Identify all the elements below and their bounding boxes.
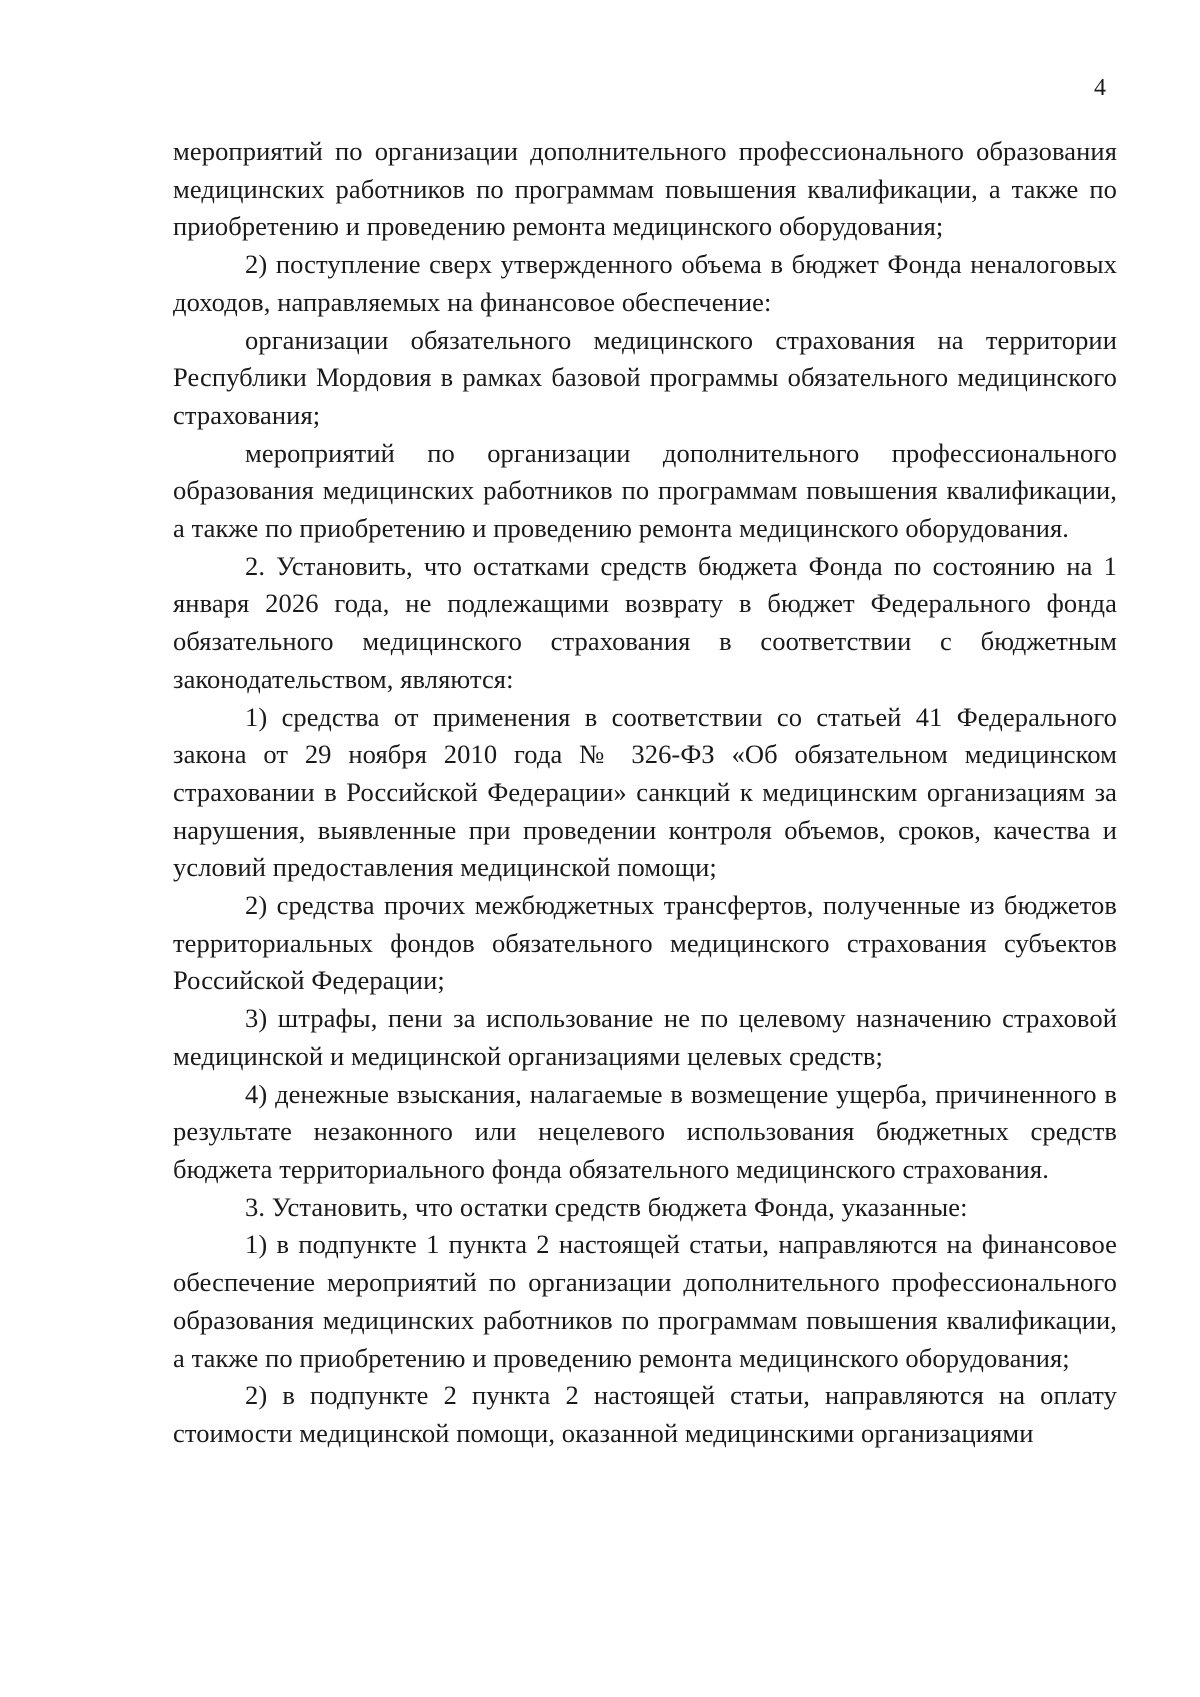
paragraph-section-2-item-1: 1) средства от применения в соответствии со статьей 41 Федерального закона от 29 ноября 2010 года № 326-ФЗ «Об обязательном медицинском страховании в Российской Федерации» санкций к медицинским организациям за нарушения, выявленные при проведении контроля объемов, сроков, качества и условий предоставления медицинской помощи; [173,701,1117,883]
paragraph-section-3: 3. Установить, что остатки средств бюджета Фонда, указанные: [245,1191,968,1222]
document-body [173,133,1117,1453]
paragraph-section-3-item-2: 2) в подпункте 2 пункта 2 настоящей статьи, направляются на оплату стоимости медицинской помощи, оказанной медицинскими организациями [173,1380,1117,1448]
paragraph-section-2-item-4: 4) денежные взыскания, налагаемые в возмещение ущерба, причиненного в результате незаконного или нецелевого использования бюджетных средств бюджета территориального фонда обязательного медицинского страхования. [173,1078,1117,1184]
paragraph-professional-education: мероприятий по организации дополнительного профессионального образования медицинских работников по программам повышения квалификации, а также по приобретению и проведению ремонта медицинского оборудования. [173,437,1117,544]
paragraph-item-2-non-tax-income: 2) поступление сверх утвержденного объема в бюджет Фонда неналоговых доходов, направляемых на финансовое обеспечение: [173,249,1117,317]
paragraph-section-2-item-3: 3) штрафы, пени за использование не по целевому назначению страховой медицинской и медицинской организациями целевых средств; [173,1003,1117,1071]
paragraph-section-3-item-1: 1) в подпункте 1 пункта 2 настоящей статьи, направляются на финансовое обеспечение мероприятий по организации дополнительного профессионального образования медицинских работников по программам повышения квалификации, а также по приобретению и проведению ремонта медицинского оборудования; [173,1229,1117,1373]
paragraph-mandatory-insurance: организации обязательного медицинского страхования на территории Республики Мордовия в рамках базовой программы обязательного медицинского страхования; [173,324,1117,430]
paragraph-continuation: мероприятий по организации дополнительного профессионального образования медицинских работников по программам повышения квалификации, а также по приобретению и проведению ремонта медицинского оборудования; [173,136,1117,242]
page-number: 4 [1094,75,1106,101]
paragraph-section-2: 2. Установить, что остатками средств бюджета Фонда по состоянию на 1 января 2026 года, не подлежащими возврату в бюджет Федерального фонда обязательного медицинского страхования в соответствии с бюджетным законодательством, являются: [173,550,1117,694]
paragraph-section-2-item-2: 2) средства прочих межбюджетных трансфертов, полученные из бюджетов территориальных фондов обязательного медицинского страхования субъектов Российской Федерации; [173,890,1117,996]
